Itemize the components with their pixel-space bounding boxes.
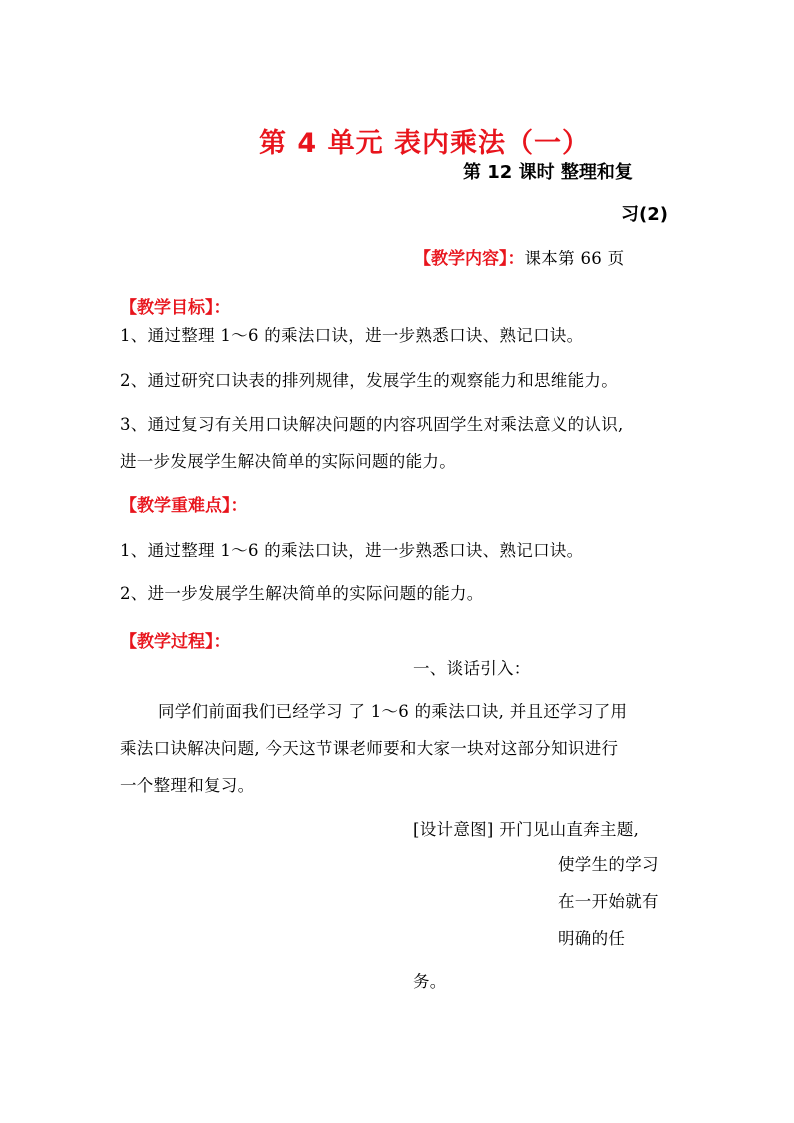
goal-item: 2、通过研究口诀表的排列规律，发展学生的观察能力和思维能力。 (120, 371, 618, 390)
teaching-content-label: 【教学内容】： (414, 249, 525, 269)
lesson-subtitle-line1: 第 12 课时 整理和复 (463, 162, 633, 183)
teaching-content-line (414, 244, 624, 269)
paragraph-line: 乘法口诀解决问题, 今天这节课老师要和大家一块对这部分知识进行 (120, 739, 619, 758)
goals-heading: 【教学目标】： (120, 298, 231, 318)
process-heading: 【教学过程】： (120, 632, 231, 652)
design-intent-line: 使学生的学习 (558, 855, 659, 874)
keypoint-item: 1、通过整理 1～6 的乘法口诀，进一步熟悉口诀、熟记口诀。 (120, 541, 584, 560)
keypoint-item: 2、进一步发展学生解决简单的实际问题的能力。 (120, 584, 484, 603)
teaching-content-text: 课本第 66 页 (524, 249, 625, 268)
paragraph-line: 同学们前面我们已经学习 了 1～6 的乘法口诀, 并且还学习了用 (158, 702, 628, 721)
paragraph-line: 一个整理和复习。 (120, 776, 255, 795)
keypoints-heading: 【教学重难点】： (120, 496, 248, 516)
goal-item: 进一步发展学生解决简单的实际问题的能力。 (120, 452, 456, 471)
design-intent-line: 务。 (413, 972, 447, 991)
page-title: 第 4 单元 表内乘法（一） (259, 128, 590, 159)
lesson-subtitle-line2: 习(2) (621, 204, 668, 225)
goal-item: 1、通过整理 1～6 的乘法口诀，进一步熟悉口诀、熟记口诀。 (120, 326, 584, 345)
design-intent-line: 明确的任 (558, 929, 626, 948)
section-heading-intro: 一、谈话引入： (413, 659, 531, 678)
design-intent-line: 在一开始就有 (558, 892, 659, 911)
goal-item: 3、通过复习有关用口诀解决问题的内容巩固学生对乘法意义的认识, (120, 415, 624, 434)
design-intent-line: [设计意图] 开门见山直奔主题, (413, 820, 640, 839)
